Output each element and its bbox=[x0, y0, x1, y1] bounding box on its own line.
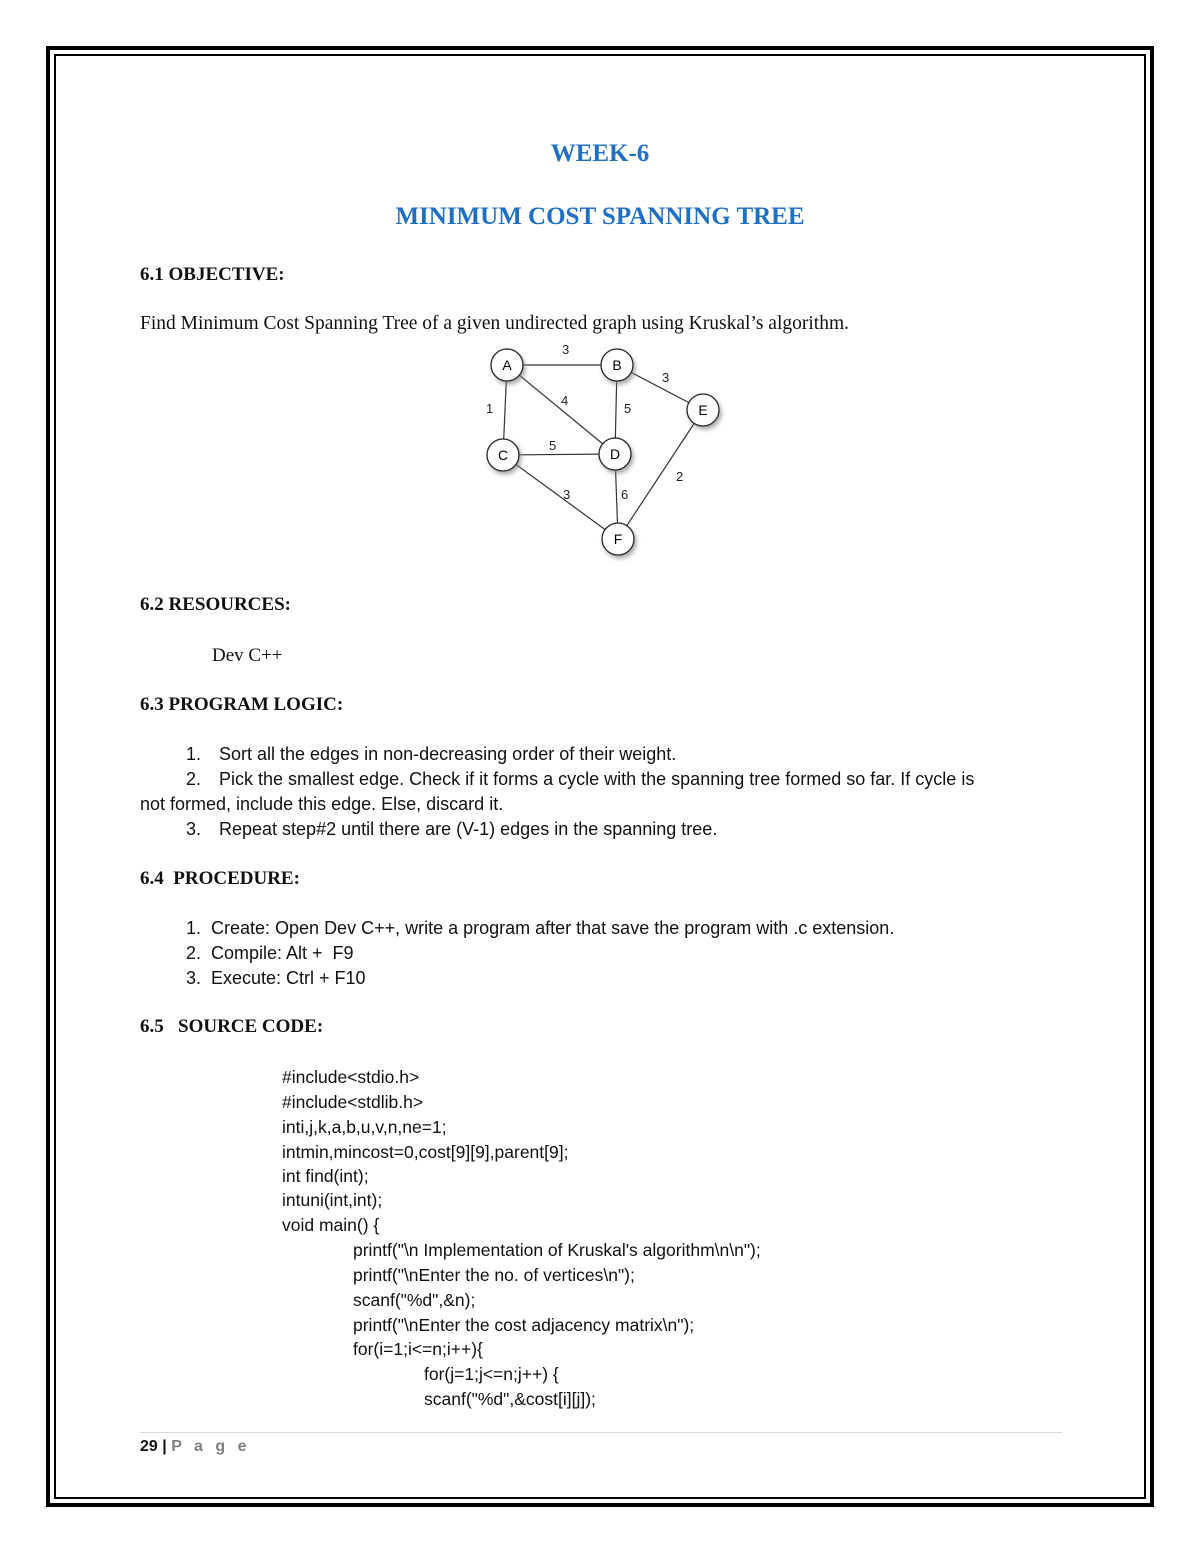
logic-heading: 6.3 PROGRAM LOGIC: bbox=[140, 694, 344, 715]
graph-node-e bbox=[687, 394, 719, 426]
procedure-item-text: Create: Open Dev C++, write a program after that save the program with .c extension. bbox=[211, 918, 895, 938]
code-line: intuni(int,int); bbox=[282, 1190, 383, 1210]
page-number: 29 bbox=[140, 1438, 158, 1455]
logic-item-number: 2. bbox=[186, 769, 202, 789]
procedure-item-number: 3. bbox=[186, 968, 202, 988]
graph-node-label-b: B bbox=[612, 357, 622, 373]
edge-weight-b-d: 5 bbox=[624, 401, 632, 416]
edge-weight-a-d: 4 bbox=[561, 393, 569, 408]
code-line: printf("\nEnter the no. of vertices\n"); bbox=[353, 1265, 635, 1285]
logic-item-continuation: not formed, include this edge. Else, discard it. bbox=[140, 794, 504, 814]
graph-node-c bbox=[487, 439, 519, 471]
logic-item-text: Pick the smallest edge. Check if it forms a cycle with the spanning tree formed so far. If cycle is bbox=[219, 769, 975, 789]
graph-node-b bbox=[601, 349, 633, 381]
procedure-item-text: Compile: Alt + F9 bbox=[211, 943, 354, 963]
source-heading: 6.5 SOURCE CODE: bbox=[140, 1016, 324, 1037]
code-line: int find(int); bbox=[282, 1166, 369, 1186]
footer-divider bbox=[140, 1432, 1062, 1433]
graph-node-f bbox=[602, 523, 634, 555]
procedure-item-text: Execute: Ctrl + F10 bbox=[211, 968, 366, 988]
code-line: scanf("%d",&cost[i][j]); bbox=[424, 1389, 596, 1409]
edge-weight-c-d: 5 bbox=[549, 438, 557, 453]
edge-c-f bbox=[503, 455, 618, 539]
graph-node-a bbox=[491, 349, 523, 381]
resources-text: Dev C++ bbox=[212, 645, 283, 666]
edge-weight-c-f: 3 bbox=[563, 487, 571, 502]
logic-item-text: Sort all the edges in non-decreasing order of their weight. bbox=[219, 744, 677, 764]
code-line: inti,j,k,a,b,u,v,n,ne=1; bbox=[282, 1117, 447, 1137]
procedure-item-number: 1. bbox=[186, 918, 202, 938]
code-line: printf("\nEnter the cost adjacency matrix\n"); bbox=[353, 1315, 695, 1335]
objective-text: Find Minimum Cost Spanning Tree of a given undirected graph using Kruskal’s algorithm. bbox=[140, 313, 849, 334]
edge-weight-b-e: 3 bbox=[662, 370, 670, 385]
graph-diagram bbox=[470, 335, 740, 565]
graph-node-label-d: D bbox=[609, 446, 621, 462]
code-line: for(i=1;i<=n;i++){ bbox=[353, 1339, 483, 1359]
edge-weight-a-b: 3 bbox=[562, 342, 570, 357]
resources-heading: 6.2 RESOURCES: bbox=[140, 594, 291, 615]
edge-a-d bbox=[507, 365, 615, 454]
logic-item-number: 3. bbox=[186, 819, 202, 839]
procedure-item-number: 2. bbox=[186, 943, 202, 963]
code-line: scanf("%d",&n); bbox=[353, 1290, 476, 1310]
edge-e-f bbox=[618, 410, 703, 539]
graph-node-label-a: A bbox=[502, 357, 512, 373]
code-line: #include<stdlib.h> bbox=[282, 1092, 424, 1112]
edge-c-d bbox=[503, 454, 615, 455]
graph-node-label-e: E bbox=[698, 402, 708, 418]
code-line: #include<stdio.h> bbox=[282, 1067, 420, 1087]
code-line: intmin,mincost=0,cost[9][9],parent[9]; bbox=[282, 1142, 569, 1162]
objective-heading: 6.1 OBJECTIVE: bbox=[140, 264, 285, 285]
logic-item-text: Repeat step#2 until there are (V-1) edges in the spanning tree. bbox=[219, 819, 718, 839]
edge-weight-d-f: 6 bbox=[621, 487, 629, 502]
graph-node-label-c: C bbox=[497, 447, 509, 463]
logic-item-number: 1. bbox=[186, 744, 202, 764]
code-line: void main() { bbox=[282, 1215, 380, 1235]
procedure-heading: 6.4 PROCEDURE: bbox=[140, 868, 300, 889]
code-line: for(j=1;j<=n;j++) { bbox=[424, 1364, 559, 1384]
code-line: printf("\n Implementation of Kruskal's algorithm\n\n"); bbox=[353, 1240, 761, 1260]
edge-weight-a-c: 1 bbox=[486, 401, 494, 416]
edge-weight-e-f: 2 bbox=[676, 469, 684, 484]
footer-separator: | bbox=[162, 1438, 167, 1455]
graph-node-d bbox=[599, 438, 631, 470]
week-heading: WEEK-6 bbox=[550, 140, 650, 167]
page-label: P a g e bbox=[171, 1438, 251, 1455]
page-footer bbox=[140, 1438, 250, 1456]
page-title: MINIMUM COST SPANNING TREE bbox=[395, 203, 805, 230]
graph-node-label-f: F bbox=[613, 531, 623, 547]
